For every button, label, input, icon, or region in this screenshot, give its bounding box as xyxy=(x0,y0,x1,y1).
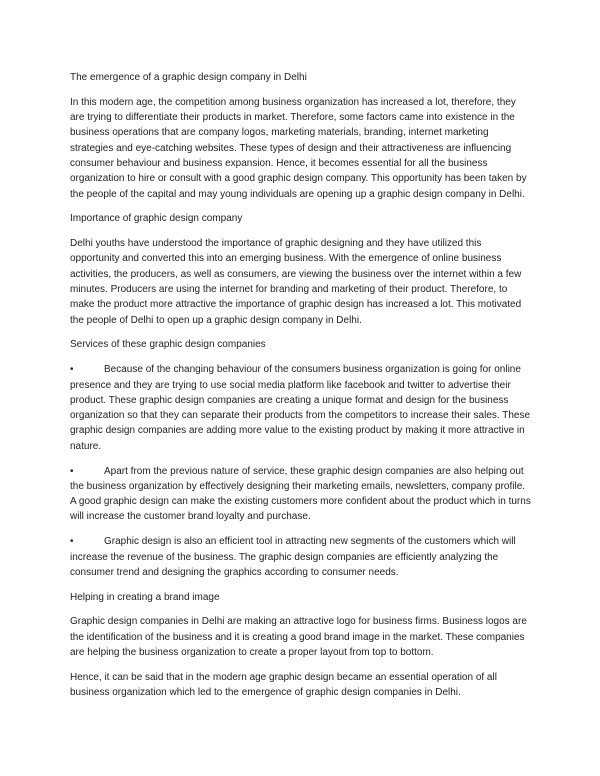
importance-heading: Importance of graphic design company xyxy=(70,213,243,225)
bullet-symbol: • xyxy=(70,465,74,477)
services-bullet-item xyxy=(70,534,532,580)
brand-heading: Helping in creating a brand image xyxy=(70,591,220,603)
bullet-symbol: • xyxy=(70,364,74,376)
intro-paragraph: In this modern age, the competition among business organization has increased a lot, therefore, they are trying to differentiate their products in market. Therefore, some factors came into existence in the business operations that are company logos, marketing materials, branding, internet marketing strategies and eye-catching websites. These types of design and their attractiveness are influencing consumer behaviour and business expansion. Hence, it becomes essential for all the business organization to hire or consult with a good graphic design company. This opportunity has been taken by the people of the capital and may young individuals are opening up a graphic design company in Delhi. xyxy=(70,96,527,200)
services-bullet-text: Apart from the previous nature of service, these graphic design companies are also helping out the business organization by effectively designing their marketing emails, newsletters, company profile. A good graphic design can make the existing customers more confident about the product which in turns will increase the customer brand loyalty and purchase. xyxy=(70,465,531,523)
conclusion-paragraph: Hence, it can be said that in the modern age graphic design became an essential operation of all business organization which led to the emergence of graphic design companies in Delhi. xyxy=(70,671,497,699)
services-bullet-text: Graphic design is also an efficient tool in attracting new segments of the customers which will increase the revenue of the business. The graphic design companies are efficiently analyzing the consumer trend and designing the graphics according to consumer needs. xyxy=(70,536,516,578)
services-bullet-text: Because of the changing behaviour of the consumers business organization is going for online presence and they are trying to use social media platform like facebook and twitter to advertise their product. These graphic design companies are creating a unique format and design for the business organization so that they can separate their products from the competitors to increase their sales. These graphic design companies are adding more value to the existing product by making it more attractive in nature. xyxy=(70,364,531,452)
services-heading: Services of these graphic design companies xyxy=(70,339,266,351)
bullet-symbol: • xyxy=(70,536,74,548)
brand-paragraph: Graphic design companies in Delhi are making an attractive logo for business firms. Business logos are the identification of the business and it is creating a good brand image in the market. These companies are helping the business organization to create a proper layout from top to bottom. xyxy=(70,616,527,658)
document-title: The emergence of a graphic design company in Delhi xyxy=(70,72,307,83)
document-page xyxy=(70,70,532,710)
services-bullet-item xyxy=(70,464,532,525)
services-bullet-item xyxy=(70,362,532,454)
importance-paragraph: Delhi youths have understood the importance of graphic designing and they have utilized this opportunity and converted this into an emerging business. With the emergence of online business activities, the producers, as well as consumers, are viewing the business over the internet within a few minutes. Producers are using the internet for branding and marketing of their product. Therefore, to make the product more attractive the importance of graphic design has increased a lot. This motivated the people of Delhi to open up a graphic design company in Delhi. xyxy=(70,238,522,326)
